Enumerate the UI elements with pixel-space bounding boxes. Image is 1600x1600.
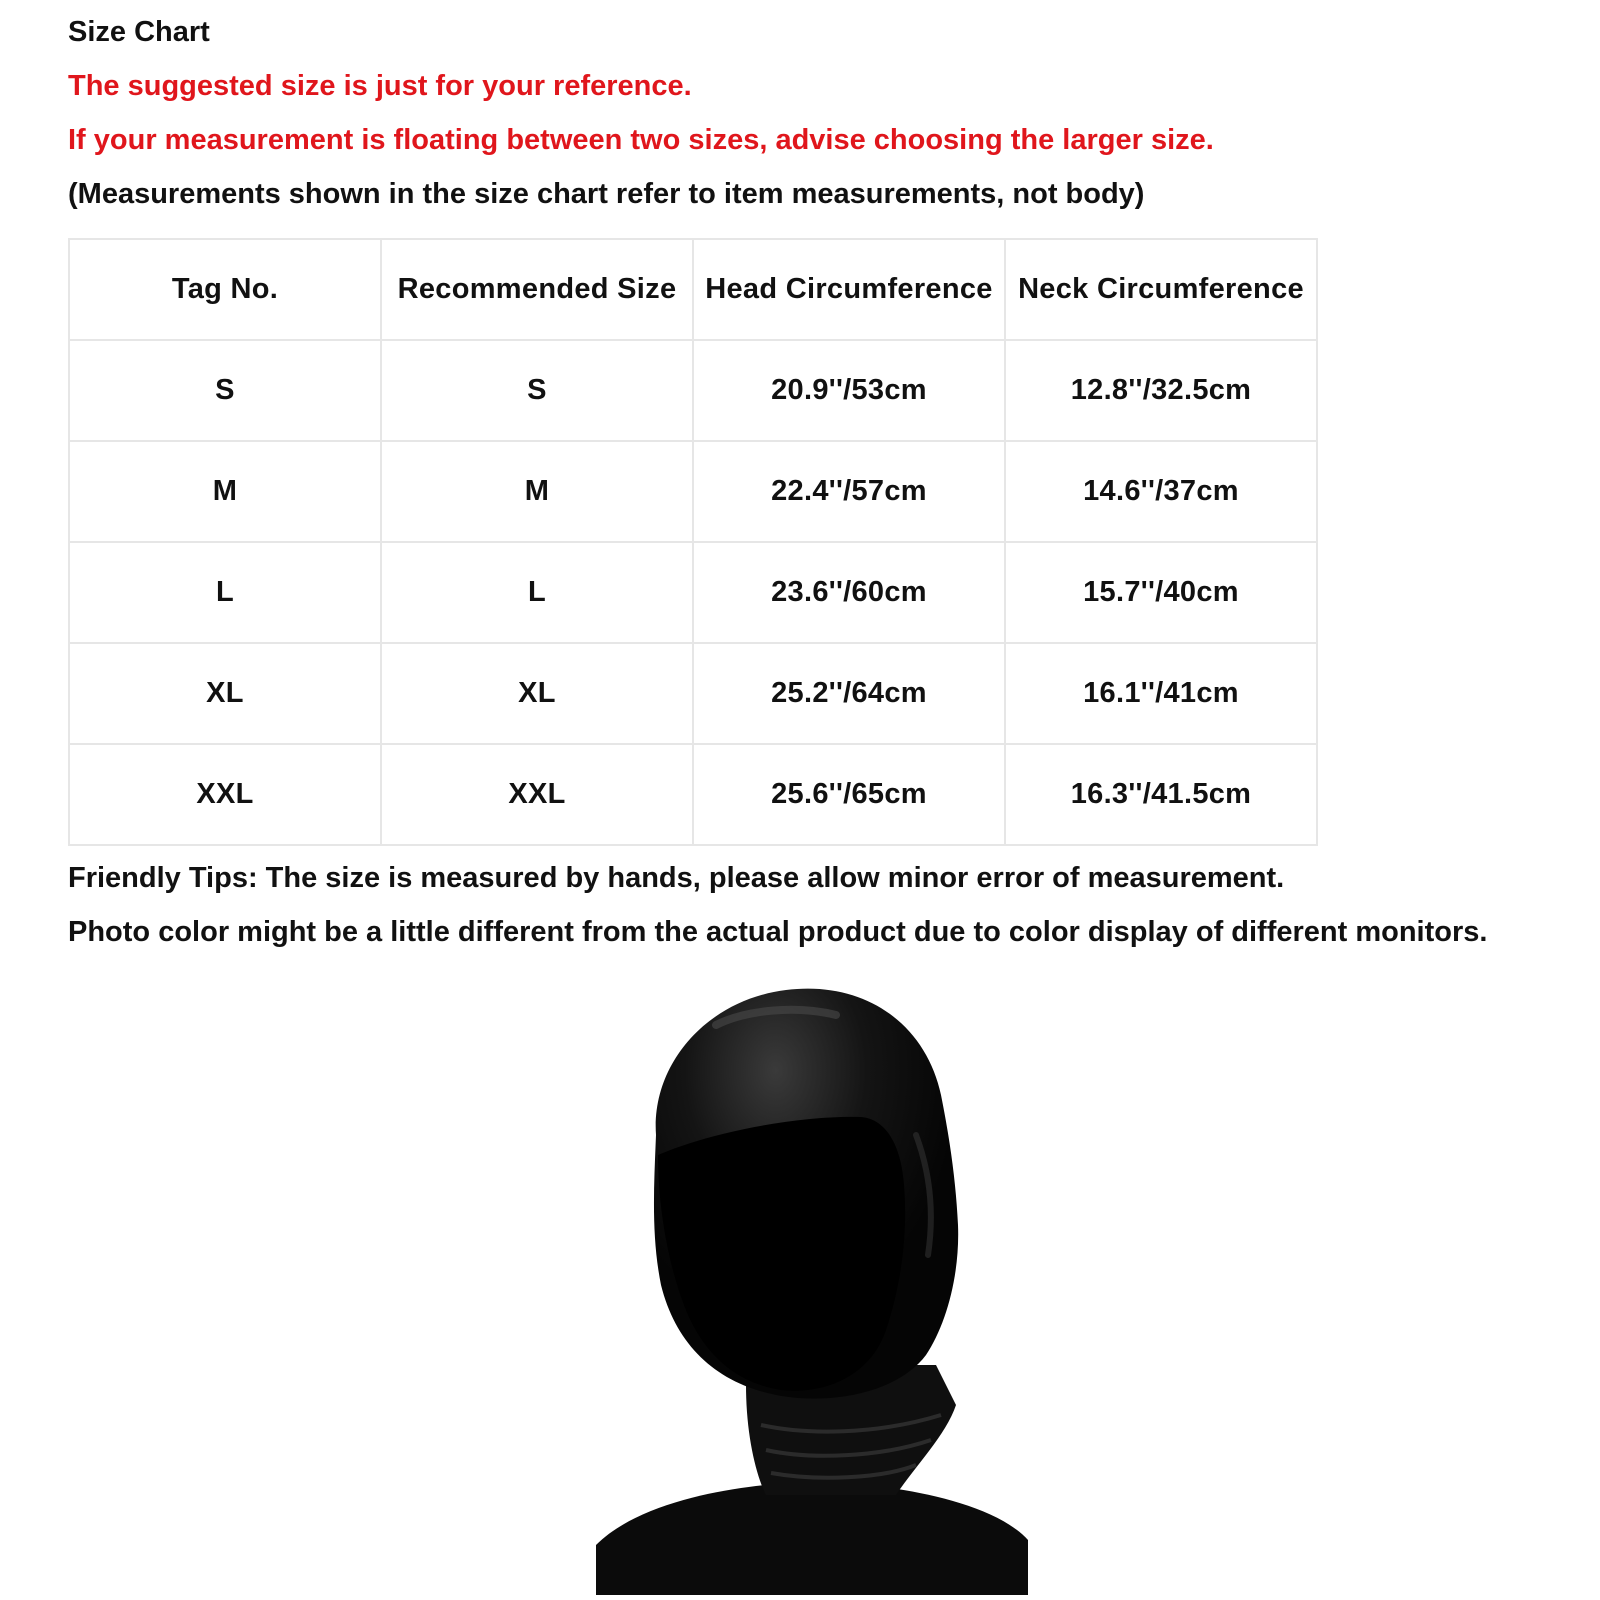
cell-recommended-size: XL — [381, 643, 693, 744]
cell-head-circumference: 25.6''/65cm — [693, 744, 1005, 845]
cell-tag-no: L — [69, 542, 381, 643]
table-row — [69, 441, 1317, 542]
size-advice-note: If your measurement is floating between two sizes, advise choosing the larger size. — [68, 124, 1214, 156]
measurement-note: (Measurements shown in the size chart refer to item measurements, not body) — [68, 178, 1145, 210]
latex-hood-product-image — [596, 985, 1028, 1595]
header-head-circumference: Head Circumference — [693, 239, 1005, 340]
cell-neck-circumference: 16.1''/41cm — [1005, 643, 1317, 744]
table-row — [69, 542, 1317, 643]
cell-tag-no: M — [69, 441, 381, 542]
shoulders-shape — [596, 1485, 1028, 1595]
cell-head-circumference: 22.4''/57cm — [693, 441, 1005, 542]
cell-head-circumference: 25.2''/64cm — [693, 643, 1005, 744]
cell-neck-circumference: 12.8''/32.5cm — [1005, 340, 1317, 441]
table-row — [69, 744, 1317, 845]
friendly-tip: Friendly Tips: The size is measured by hands, please allow minor error of measurement. — [68, 862, 1285, 894]
cell-neck-circumference: 14.6''/37cm — [1005, 441, 1317, 542]
size-chart-table — [68, 238, 1318, 846]
header-recommended-size: Recommended Size — [381, 239, 693, 340]
cell-tag-no: XXL — [69, 744, 381, 845]
cell-recommended-size: L — [381, 542, 693, 643]
table-row — [69, 340, 1317, 441]
header-neck-circumference: Neck Circumference — [1005, 239, 1317, 340]
cell-recommended-size: XXL — [381, 744, 693, 845]
page-title: Size Chart — [68, 16, 210, 48]
cell-tag-no: XL — [69, 643, 381, 744]
header-tag-no: Tag No. — [69, 239, 381, 340]
cell-head-circumference: 23.6''/60cm — [693, 542, 1005, 643]
cell-recommended-size: M — [381, 441, 693, 542]
table-row — [69, 643, 1317, 744]
color-disclaimer: Photo color might be a little different from the actual product due to color display of different monitors. — [68, 916, 1488, 948]
cell-neck-circumference: 16.3''/41.5cm — [1005, 744, 1317, 845]
reference-note: The suggested size is just for your reference. — [68, 70, 692, 102]
cell-head-circumference: 20.9''/53cm — [693, 340, 1005, 441]
cell-neck-circumference: 15.7''/40cm — [1005, 542, 1317, 643]
cell-tag-no: S — [69, 340, 381, 441]
cell-recommended-size: S — [381, 340, 693, 441]
table-header-row — [69, 239, 1317, 340]
